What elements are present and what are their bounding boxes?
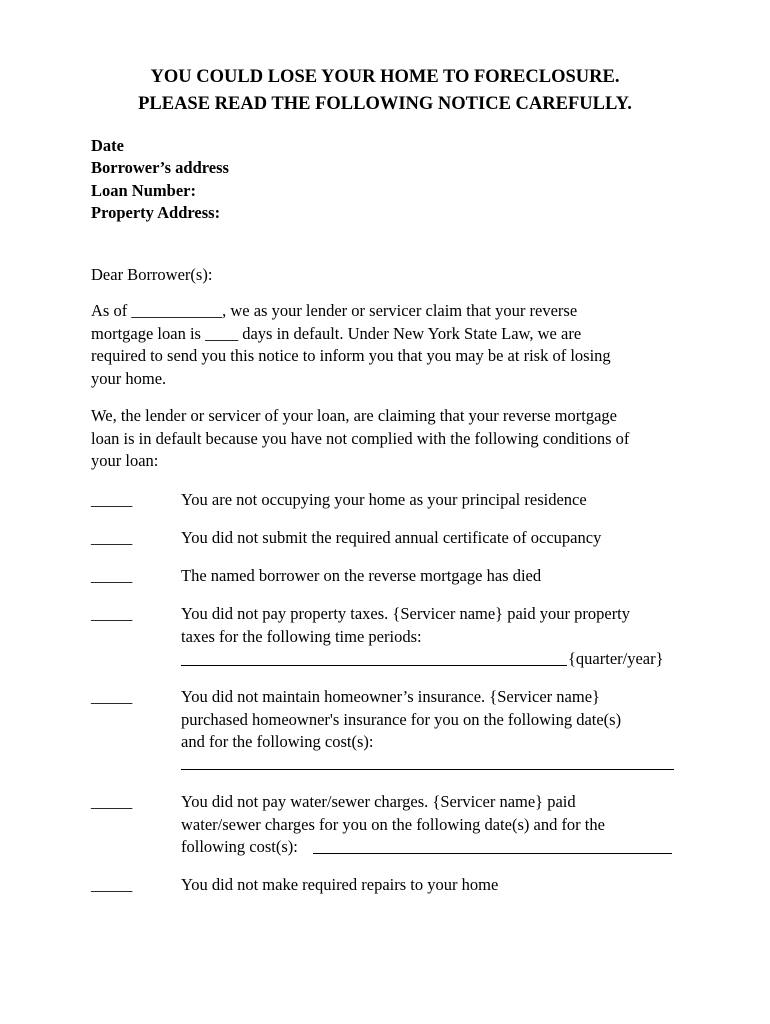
notice-title-line-2: PLEASE READ THE FOLLOWING NOTICE CAREFULLY. bbox=[138, 94, 632, 114]
condition-checkbox-blank[interactable]: _____ bbox=[91, 566, 133, 585]
intro-paragraph-line: your home. bbox=[91, 368, 167, 388]
condition-property-taxes-line: taxes for the following time periods: bbox=[181, 626, 422, 646]
default-claim-paragraph bbox=[91, 405, 629, 473]
condition-water-sewer-line: You did not pay water/sewer charges. {Servicer name} paid bbox=[181, 792, 576, 811]
condition-required-repairs: You did not make required repairs to your home bbox=[181, 875, 499, 894]
borrower-address-label: Borrower’s address bbox=[91, 158, 229, 177]
condition-checkbox-blank[interactable]: _____ bbox=[91, 875, 133, 894]
default-claim-line: your loan: bbox=[91, 451, 159, 470]
condition-no-occupancy-certificate: You did not submit the required annual certificate of occupancy bbox=[181, 528, 602, 547]
date-field-label: Date bbox=[91, 136, 124, 155]
insurance-cost-fill-line[interactable] bbox=[181, 769, 674, 770]
condition-insurance-line: purchased homeowner's insurance for you on the following date(s) bbox=[181, 709, 622, 729]
condition-checkbox-blank[interactable]: _____ bbox=[91, 792, 133, 811]
tax-periods-fill-line[interactable] bbox=[181, 665, 567, 666]
intro-paragraph bbox=[91, 300, 611, 390]
condition-borrower-died: The named borrower on the reverse mortgage has died bbox=[181, 566, 542, 585]
loan-number-label: Loan Number: bbox=[91, 181, 196, 200]
intro-paragraph-line: required to send you this notice to inform you that you may be at risk of losing bbox=[91, 346, 611, 365]
water-sewer-cost-fill-line[interactable] bbox=[313, 853, 672, 854]
quarter-year-placeholder: {quarter/year} bbox=[568, 649, 664, 668]
condition-insurance-line: and for the following cost(s): bbox=[181, 732, 374, 751]
notice-title-line-1: YOU COULD LOSE YOUR HOME TO FORECLOSURE. bbox=[150, 67, 620, 87]
condition-checkbox-blank[interactable]: _____ bbox=[91, 490, 133, 509]
intro-paragraph-line: mortgage loan is ____ days in default. Under New York State Law, we are bbox=[91, 323, 582, 343]
condition-not-occupying: You are not occupying your home as your principal residence bbox=[181, 490, 587, 509]
condition-water-sewer-line: water/sewer charges for you on the following date(s) and for the bbox=[181, 814, 605, 834]
default-claim-line: We, the lender or servicer of your loan, are claiming that your reverse mortgage bbox=[91, 406, 617, 425]
intro-paragraph-line: As of ___________, we as your lender or servicer claim that your reverse bbox=[91, 301, 578, 320]
property-address-label: Property Address: bbox=[91, 203, 221, 222]
condition-checkbox-blank[interactable]: _____ bbox=[91, 528, 133, 547]
default-claim-line: loan is in default because you have not complied with the following conditions of bbox=[91, 428, 630, 448]
condition-checkbox-blank[interactable]: _____ bbox=[91, 604, 133, 623]
condition-insurance-line: You did not maintain homeowner’s insurance. {Servicer name} bbox=[181, 687, 600, 706]
condition-checkbox-blank[interactable]: _____ bbox=[91, 687, 133, 706]
condition-property-taxes bbox=[181, 603, 630, 648]
greeting: Dear Borrower(s): bbox=[91, 265, 213, 284]
condition-water-sewer-line: following cost(s): bbox=[181, 837, 298, 856]
condition-water-sewer bbox=[181, 791, 605, 859]
condition-homeowners-insurance bbox=[181, 686, 621, 754]
condition-property-taxes-line: You did not pay property taxes. {Servicer name} paid your property bbox=[181, 604, 631, 623]
